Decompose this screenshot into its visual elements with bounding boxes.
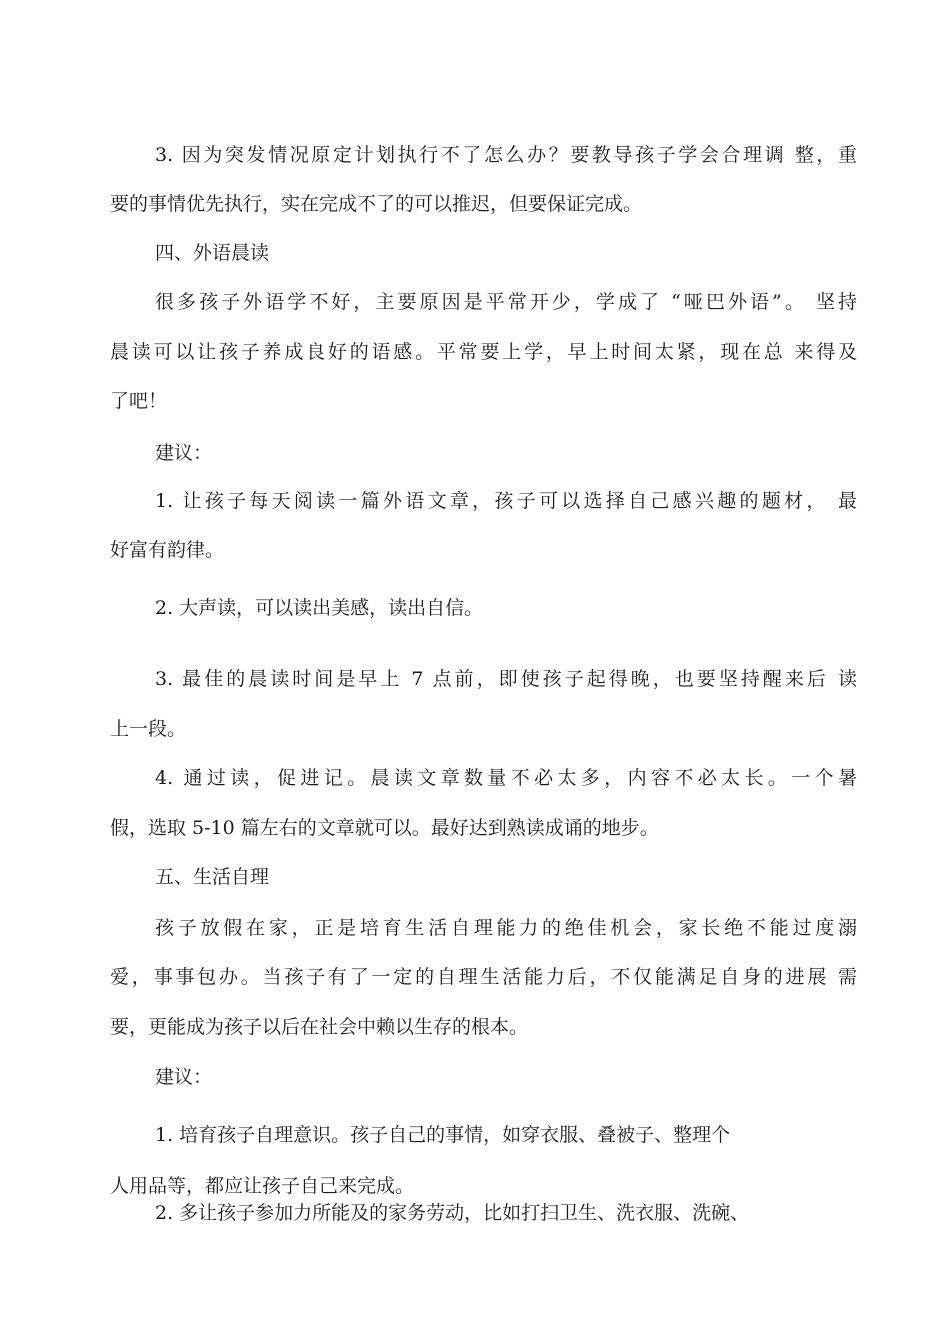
list-item-continuation: 上一段。 [110,718,187,740]
list-item-continuation: 人用品等，都应让孩子自己来完成。 [110,1175,415,1197]
section-heading: 五、生活自理 [155,866,270,888]
paragraph-line: 孩子放假在家，正是培育生活自理能力的绝佳机会，家长绝不能过度溺 [155,917,857,939]
paragraph-line: 晨读可以让孩子养成良好的语感。平常要上学，早上时间太紧，现在总 来得及 [110,341,857,363]
suggestion-label: 建议： [155,442,213,464]
list-item-continuation: 好富有韵律。 [110,539,225,561]
list-item: 2. 大声读，可以读出美感，读出自信。 [155,597,484,619]
suggestion-label: 建议： [155,1066,213,1088]
paragraph-line: 很多孩子外语学不好，主要原因是平常开少，学成了 “哑巴外语”。 坚持 [155,291,857,313]
paragraph-line: 要，更能成为孩子以后在社会中赖以生存的根本。 [110,1016,529,1038]
section-heading: 四、外语晨读 [155,242,270,264]
list-item: 1. 培育孩子自理意识。孩子自己的事情，如穿衣服、叠被子、整理个 [155,1124,731,1146]
list-item: 4. 通过读，促进记。晨读文章数量不必太多，内容不必太长。一个暑 [155,767,857,789]
paragraph-line: 爱，事事包办。当孩子有了一定的自理生活能力后，不仅能满足自身的进展 需 [110,966,857,988]
paragraph-line: 3. 因为突发情况原定计划执行不了怎么办？要教导孩子学会合理调 整，重 [155,144,857,166]
list-item: 1. 让孩子每天阅读一篇外语文章，孩子可以选择自己感兴趣的题材， 最 [155,490,857,512]
list-item: 3. 最佳的晨读时间是早上 7 点前，即使孩子起得晚，也要坚持醒来后 读 [155,668,857,690]
paragraph-line: 了吧！ [110,390,168,412]
list-item: 2. 多让孩子参加力所能及的家务劳动，比如打扫卫生、洗衣服、洗碗、 [155,1202,750,1224]
paragraph-line: 要的事情优先执行，实在完成不了的可以推迟，但要保证完成。 [110,193,643,215]
list-item-continuation: 假，选取 5-10 篇左右的文章就可以。最好达到熟读成诵的地步。 [110,817,659,839]
